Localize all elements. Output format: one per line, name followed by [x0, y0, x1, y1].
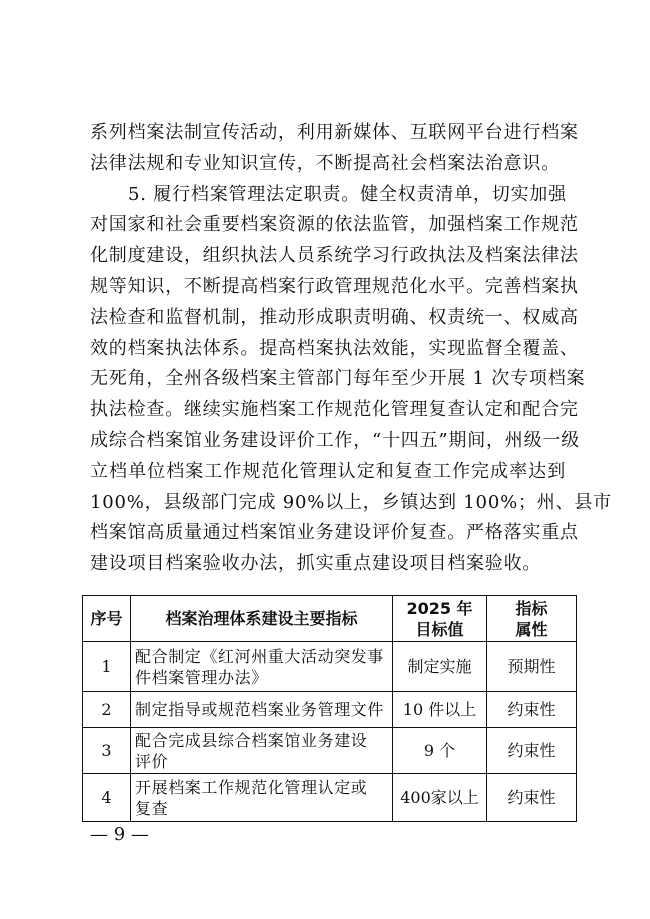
header-attr-line1: 指标 — [515, 598, 548, 618]
text-line: 档案馆高质量通过档案馆业务建设评价复查。严格落实重点 — [90, 522, 579, 544]
row-num: 2 — [83, 692, 131, 728]
row-indicator — [131, 728, 393, 774]
text-line: 100%，县级部门完成 90%以上，乡镇达到 100%；州、县市 — [90, 491, 612, 513]
row-num: 3 — [83, 728, 131, 774]
text-line: 规等知识，不断提高档案行政管理规范化水平。完善档案执 — [90, 275, 579, 297]
row-indicator-line: 评价 — [135, 751, 169, 771]
header-num: 序号 — [83, 596, 131, 642]
row-attr: 预期性 — [487, 642, 577, 692]
text-line: 建设项目档案验收办法，抓实重点建设项目档案验收。 — [90, 553, 542, 575]
text-line: 执法检查。继续实施档案工作规范化管理复查认定和配合完 — [90, 399, 579, 421]
header-indicator: 档案治理体系建设主要指标 — [131, 596, 393, 642]
header-attr — [487, 596, 577, 642]
text-line: 立档单位档案工作规范化管理认定和复查工作完成率达到 — [90, 460, 566, 482]
row-indicator — [131, 642, 393, 692]
text-line: 无死角，全州各级档案主管部门每年至少开展 1 次专项档案 — [90, 368, 586, 390]
text-line: 法检查和监督机制，推动形成职责明确、权责统一、权威高 — [90, 306, 579, 328]
row-indicator-line: 复查 — [135, 798, 169, 818]
row-target: 制定实施 — [393, 642, 487, 692]
text-line: 对国家和社会重要档案资源的依法监管，加强档案工作规范 — [90, 214, 579, 236]
text-line: 法律法规和专业知识宣传，不断提高社会档案法治意识。 — [90, 152, 560, 174]
row-indicator-line: 开展档案工作规范化管理认定或 — [135, 777, 368, 797]
row-indicator-line: 配合完成县综合档案馆业务建设 — [135, 730, 368, 750]
text-line: 效的档案执法体系。提高档案执法效能，实现监督全覆盖、 — [90, 337, 579, 359]
header-target-line2: 目标值 — [415, 619, 464, 639]
text-line: 系列档案法制宣传活动，利用新媒体、互联网平台进行档案 — [90, 122, 579, 143]
table-row — [83, 728, 577, 774]
row-target: 10 件以上 — [393, 692, 487, 728]
header-target — [393, 596, 487, 642]
table-header-row — [83, 596, 577, 642]
row-attr: 约束性 — [487, 692, 577, 728]
body-text — [90, 118, 612, 580]
table-row — [83, 774, 577, 822]
row-indicator-line: 配合制定《红河州重大活动突发事 — [135, 646, 385, 666]
row-indicator-line: 制定指导或规范档案业务管理文件 — [135, 700, 385, 719]
table-row — [83, 642, 577, 692]
header-target-line1: 2025 年 — [406, 598, 473, 618]
row-num: 1 — [83, 642, 131, 692]
indicator-table — [82, 595, 577, 822]
page-number: — 9 — — [90, 824, 149, 845]
row-attr: 约束性 — [487, 728, 577, 774]
row-target: 400家以上 — [393, 774, 487, 822]
row-indicator — [131, 774, 393, 822]
section-heading-line: 5. 履行档案管理法定职责。健全权责清单，切实加强 — [128, 183, 567, 205]
row-target: 9 个 — [393, 728, 487, 774]
row-num: 4 — [83, 774, 131, 822]
row-attr: 约束性 — [487, 774, 577, 822]
text-line: 化制度建设，组织执法人员系统学习行政执法及档案法律法 — [90, 245, 579, 267]
header-attr-line2: 属性 — [515, 619, 548, 639]
row-indicator — [131, 692, 393, 728]
table-row — [83, 692, 577, 728]
row-indicator-line: 件档案管理办法》 — [135, 667, 268, 687]
text-line: 成综合档案馆业务建设评价工作，“十四五”期间，州级一级 — [90, 429, 581, 451]
